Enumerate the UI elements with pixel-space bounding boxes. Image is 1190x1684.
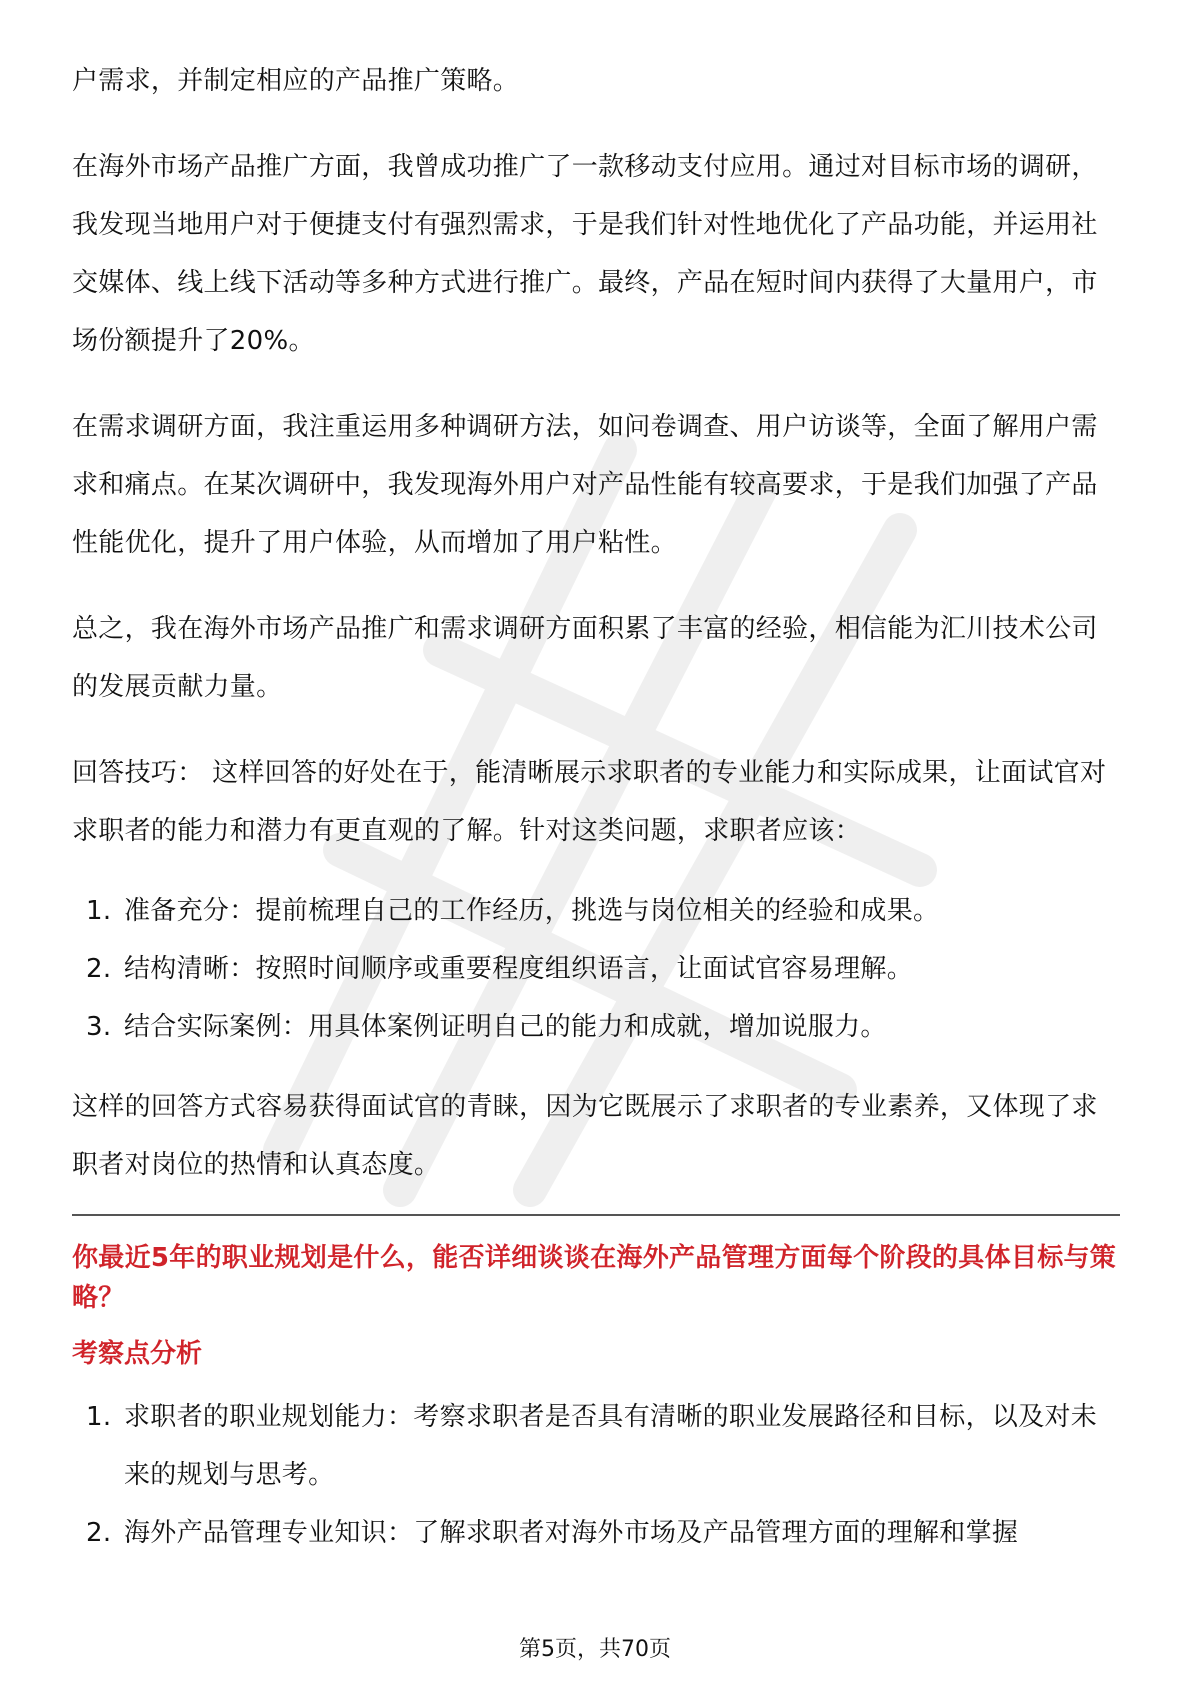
- document-page: [72, 52, 1120, 1562]
- question-title: 你最近5年的职业规划是什么，能否详细谈谈在海外产品管理方面每个阶段的具体目标与策略？: [72, 1243, 1117, 1313]
- section-divider: [72, 1214, 1120, 1216]
- list-item-number: 1.: [86, 1402, 112, 1432]
- list-item: [72, 940, 1120, 998]
- list-item-text: 结合实际案例：用具体案例证明自己的能力和成就，增加说服力。: [124, 1012, 887, 1042]
- list-item-text: 海外产品管理专业知识：了解求职者对海外市场及产品管理方面的理解和掌握: [124, 1518, 1019, 1548]
- paragraph-summary: 总之，我在海外市场产品推广和需求调研方面积累了丰富的经验，相信能为汇川技术公司的发展贡献力量。: [72, 614, 1098, 702]
- page-number-footer: 第5页，共70页: [519, 1637, 671, 1662]
- list-item-number: 2.: [86, 954, 112, 984]
- list-item-number: 3.: [86, 1012, 112, 1042]
- list-item: [72, 1504, 1120, 1562]
- paragraph-conclusion: 这样的回答方式容易获得面试官的青睐，因为它既展示了求职者的专业素养，又体现了求职者对岗位的热情和认真态度。: [72, 1092, 1098, 1180]
- list-item: [72, 882, 1120, 940]
- list-item-number: 2.: [86, 1518, 112, 1548]
- analysis-subtitle: 考察点分析: [72, 1339, 203, 1369]
- list-item-text: 结构清晰：按照时间顺序或重要程度组织语言，让面试官容易理解。: [124, 954, 914, 984]
- list-item: [72, 998, 1120, 1056]
- tips-list: [72, 882, 1120, 1056]
- paragraph-continuation: 户需求，并制定相应的产品推广策略。: [72, 66, 520, 96]
- list-item-text: 求职者的职业规划能力：考察求职者是否具有清晰的职业发展路径和目标，以及对未来的规划与思考。: [124, 1402, 1098, 1490]
- list-item-text: 准备充分：提前梳理自己的工作经历，挑选与岗位相关的经验和成果。: [124, 896, 940, 926]
- paragraph-answer-tips: 回答技巧： 这样回答的好处在于，能清晰展示求职者的专业能力和实际成果，让面试官对求职者的能力和潜力有更直观的了解。针对这类问题，求职者应该：: [72, 758, 1107, 846]
- analysis-points-list: [72, 1388, 1120, 1562]
- list-item-number: 1.: [86, 896, 112, 926]
- paragraph-overseas-promotion: 在海外市场产品推广方面，我曾成功推广了一款移动支付应用。通过对目标市场的调研，我发现当地用户对于便捷支付有强烈需求，于是我们针对性地优化了产品功能，并运用社交媒体、线上线下活动等多种方式进行推广。最终，产品在短时间内获得了大量用户，市场份额提升了20%。: [72, 152, 1098, 356]
- list-item: [72, 1388, 1120, 1504]
- paragraph-demand-research: 在需求调研方面，我注重运用多种调研方法，如问卷调查、用户访谈等，全面了解用户需求和痛点。在某次调研中，我发现海外用户对产品性能有较高要求，于是我们加强了产品性能优化，提升了用户体验，从而增加了用户粘性。: [72, 412, 1098, 558]
